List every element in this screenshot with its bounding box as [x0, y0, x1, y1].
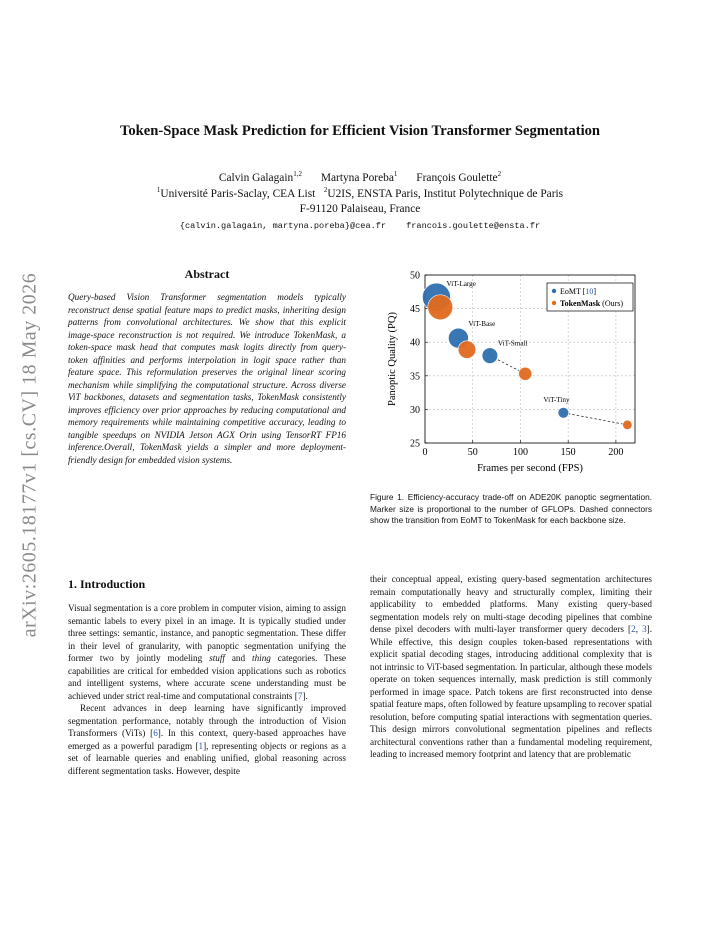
y-tick-label: 50 — [410, 270, 420, 282]
x-tick-label: 200 — [608, 447, 624, 458]
x-tick-label: 50 — [467, 447, 478, 458]
y-axis-label: Panoptic Quality (PQ) — [387, 312, 398, 406]
y-tick-label: 25 — [410, 438, 420, 450]
citation-link[interactable]: 2 — [631, 624, 636, 634]
transition-connector — [563, 413, 627, 425]
author-name: François Goulette — [416, 171, 498, 184]
paragraph — [370, 573, 652, 761]
author-list — [0, 170, 720, 184]
text-run: thing — [252, 653, 271, 663]
intro-column-right — [370, 573, 652, 761]
text-run: Visual segmentation is a core problem in computer vision, aiming to assign semantic labels to every pixel in an image. It is typically studied under three settings: semantic, instance, and panoptic segmentation. These differ in their level of granularity, with panoptic segmentation unifying the former two by jointly modeling — [68, 603, 346, 663]
email[interactable]: {calvin.galagain, martyna.poreba}@cea.fr — [179, 221, 387, 231]
author-name: Calvin Galagain — [218, 171, 294, 184]
data-point-tokenmask — [519, 367, 532, 380]
figure-caption: Figure 1. Efficiency-accuracy trade-off on ADE20K panoptic segmentation. Marker size is proportional to the number of GFLOPs. Dashed connectors show the transition from EoMT to TokenMask for each backbone size. — [370, 492, 652, 526]
text-run: their conceptual appeal, existing query-based segmentation architectures remain computationally heavy and structurally complex, limiting their applicability to embedded platforms. Many existing query-based segmentation models rely on multi-stage decoding pipelines that combine dense pixel decoders with multi-layer transformer query decoders [ — [370, 574, 652, 634]
abstract-text: Query-based Vision Transformer segmentation models typically reconstruct dense spatial feature maps to predict masks, inheriting design patterns from convolutional architectures. We show that this explicit image-space reconstruction is not required. We introduce TokenMask, a token-space mask head that computes mask logits directly from query-token affinities and performs interpolation in logit space rather than feature space. This reformulation preserves the original linear scoring mechanism while simplifying the computational structure. Across diverse ViT backbones, datasets and segmentation tasks, TokenMask consistently improves efficiency over prior approaches by reducing computational and memory requirements while maintaining competitive accuracy, leading to tangible speedups on NVIDIA Jetson AGX Orin using TensorRT FP16 inference.Overall, TokenMask yields a simpler and more deployment-friendly design for embedded vision systems. — [68, 292, 346, 465]
point-label: ViT-Small — [497, 339, 528, 348]
fps-pq-scatter-chart — [380, 265, 655, 480]
text-run: categories. These capabilities are critical for embedded vision applications such as robotics and intelligent systems, where accurate scene understanding must be achieved under strict real-time and computational constraints [ — [68, 653, 346, 701]
affiliation-a: Université Paris-Saclay, CEA List — [160, 187, 316, 200]
legend-marker-tokenmask — [552, 301, 556, 305]
data-point-tokenmask — [458, 341, 476, 359]
text-run: stuff — [209, 653, 225, 663]
point-label: ViT-Large — [446, 280, 476, 289]
text-run: ]. In this context, query-based approaches have emerged as a powerful paradigm [ — [68, 728, 346, 751]
y-tick-label: 35 — [410, 371, 420, 383]
legend-marker-eomt — [552, 289, 556, 293]
legend-series-name: TokenMask — [560, 299, 601, 308]
citation-link[interactable]: 6 — [153, 728, 158, 738]
legend-bracket: ] — [593, 287, 597, 296]
affiliation-line-1 — [0, 186, 720, 200]
y-tick-label: 30 — [410, 404, 420, 416]
legend-citation[interactable]: 10 — [585, 287, 594, 296]
affil-sup: 1 — [156, 186, 161, 194]
point-label: ViT-Base — [468, 320, 496, 329]
citation-link[interactable]: 1 — [198, 740, 204, 751]
author-name: Martyna Poreba — [320, 171, 394, 184]
text-run: , — [635, 624, 643, 634]
x-tick-label: 150 — [560, 447, 576, 458]
legend-label-eomt: EoMT [10] — [560, 287, 597, 296]
citation-link[interactable]: 7 — [297, 690, 303, 701]
author — [416, 172, 501, 184]
paper-title: Token-Space Mask Prediction for Efficient Vision Transformer Segmentation — [119, 123, 601, 139]
affiliation-line-2: F-91120 Palaiseau, France — [299, 203, 421, 215]
author-emails — [0, 221, 720, 231]
intro-column-left — [68, 602, 346, 777]
email[interactable]: francois.goulette@ensta.fr — [406, 221, 541, 231]
y-tick-label: 45 — [410, 304, 420, 316]
author-sup: 1 — [393, 170, 398, 178]
y-tick-label: 40 — [410, 337, 420, 349]
data-point-eomt — [482, 348, 498, 364]
paragraph — [68, 602, 346, 702]
paragraph — [68, 702, 346, 777]
author-sup: 2 — [497, 170, 502, 178]
author — [321, 172, 398, 184]
text-run: ]. While effective, this design couples token-based representations with explicit spatial decoding stages, introducing additional complexity that is not intrinsic to ViT-based segmentation. In particular, although these models operate on token sequences internally, mask prediction is still commonly performed in image space. Patch tokens are first reconstructed into dense spatial feature maps, often followed by feature upsampling to recover spatial resolution, before computing spatial interactions with segmentation queries. This design mirrors convolutional segmentation pipelines and reflects architectural conventions rather than a fundamental modeling requirement, leading to increased memory footprint and latency that are problematic — [370, 624, 653, 759]
citation-link[interactable]: 3 — [642, 624, 647, 634]
text-run: and — [224, 653, 253, 663]
abstract-heading: Abstract — [184, 267, 230, 281]
legend-suffix: (Ours) — [600, 299, 624, 308]
text-run: ]. — [302, 690, 308, 701]
data-point-tokenmask — [428, 295, 453, 320]
legend-label-tokenmask — [560, 299, 623, 308]
arxiv-stamp-text[interactable]: arXiv:2605.18177v1 [cs.CV] 18 May 2026 — [18, 272, 41, 638]
data-point-tokenmask — [623, 420, 633, 430]
author — [219, 172, 302, 184]
affil-sup: 2 — [323, 186, 328, 194]
author-sup: 1,2 — [293, 170, 302, 178]
affiliation-b: U2IS, ENSTA Paris, Institut Polytechnique de Paris — [327, 187, 564, 200]
section-heading: 1. Introduction — [68, 577, 146, 591]
x-tick-label: 0 — [422, 447, 428, 458]
x-axis-label: Frames per second (FPS) — [477, 463, 583, 474]
point-label: ViT-Tiny — [543, 395, 570, 404]
x-tick-label: 100 — [512, 447, 528, 458]
text-run: Recent advances in deep learning have significantly improved segmentation performance, notably through the introduction of Vision Transformers (ViTs) [ — [68, 703, 346, 738]
data-point-eomt — [558, 407, 569, 418]
text-run: ], representing objects or regions as a set of learnable queries and enabling unified, global reasoning across different segmentation tasks. However, despite — [68, 740, 346, 776]
